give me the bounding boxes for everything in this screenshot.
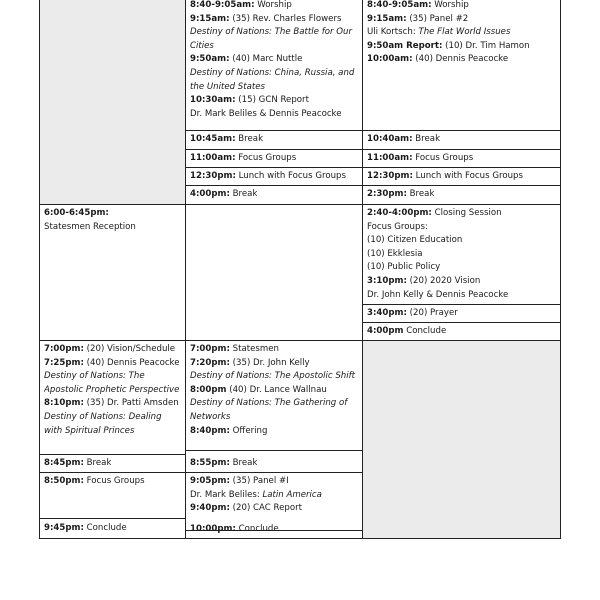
col2-break2-cell: 4:00pm: Break <box>190 189 258 199</box>
col2-focus-cell: 11:00am: Focus Groups <box>190 153 297 163</box>
schedule-line: 8:00pm (40) Dr. Lance Wallnau <box>190 384 327 395</box>
schedule-line: 2:40-4:00pm: Closing Session <box>367 208 502 218</box>
col3-break1-cell: 10:40am: Break <box>367 134 441 144</box>
plain-line: (10) Public Policy <box>367 262 441 273</box>
session-title: Destiny of Nations: Dealing <box>44 411 162 422</box>
session-title: Destiny of Nations: The Battle for Our <box>190 27 352 38</box>
col3-closing-cell <box>367 207 557 302</box>
schedule-line: 3:10pm: (20) 2020 Vision <box>367 275 481 286</box>
col1-evening-cell <box>44 343 184 438</box>
schedule-line: 9:15am: (35) Rev. Charles Flowers <box>190 13 342 24</box>
plain-line: Statesmen Reception <box>44 221 136 232</box>
session-title: Destiny of Nations: The Gathering of <box>190 398 348 409</box>
col1-break-cell: 8:45pm: Break <box>44 458 112 468</box>
speaker-line: Dr. Mark Beliles & Dennis Peacocke <box>190 108 342 119</box>
session-title: Networks <box>190 411 231 422</box>
schedule-line: 9:40pm: (20) CAC Report <box>190 503 302 514</box>
session-title: the United States <box>190 81 266 92</box>
col2-break3-cell: 8:55pm: Break <box>190 458 258 468</box>
empty-cell-col1-top <box>40 0 185 204</box>
empty-cell-col3-evening <box>363 341 560 538</box>
col1-conclude-cell: 9:45pm: Conclude <box>44 523 127 533</box>
session-title: with Spiritual Princes <box>44 425 135 436</box>
speaker-line: Dr. John Kelly & Dennis Peacocke <box>367 289 509 300</box>
col2-break1-cell: 10:45am: Break <box>190 134 264 144</box>
col2-panel-cell <box>190 475 360 516</box>
col2-conclude-cell: 10:00pm: Conclude <box>190 524 279 534</box>
schedule-line: 10:30am: (15) GCN Report <box>190 95 309 106</box>
schedule-table <box>39 0 561 539</box>
plain-line: (10) Citizen Education <box>367 235 463 246</box>
col3-lunch-cell: 12:30pm: Lunch with Focus Groups <box>367 171 523 181</box>
schedule-line: 6:00-6:45pm: <box>44 208 109 218</box>
col2-lunch-cell: 12:30pm: Lunch with Focus Groups <box>190 171 346 181</box>
col1-reception-cell <box>44 207 184 234</box>
col3-conclude-cell: 4:00pm Conclude <box>367 326 447 336</box>
schedule-line: 8:40-9:05am: Worship <box>190 0 292 10</box>
plain-line: Focus Groups: <box>367 221 428 232</box>
plain-line: (10) Ekklesia <box>367 248 423 259</box>
schedule-line: 8:40-9:05am: Worship <box>367 0 469 10</box>
col3-prayer-cell: 3:40pm: (20) Prayer <box>367 308 458 318</box>
schedule-line: 9:50am: (40) Marc Nuttle <box>190 54 303 65</box>
col3-focus-cell: 11:00am: Focus Groups <box>367 153 474 163</box>
col2-morning-cell <box>190 0 360 121</box>
session-title: Cities <box>190 40 214 51</box>
schedule-line: 9:05pm: (35) Panel #I <box>190 476 289 486</box>
schedule-line: 8:10pm: (35) Dr. Patti Amsden <box>44 398 179 409</box>
schedule-line: 10:00am: (40) Dennis Peacocke <box>367 54 509 65</box>
speaker-line: Dr. Mark Beliles: Latin America <box>190 489 322 500</box>
schedule-line: 8:40pm: Offering <box>190 425 268 436</box>
session-title: Destiny of Nations: The <box>44 371 145 382</box>
session-title: Destiny of Nations: China, Russia, and <box>190 67 355 78</box>
schedule-line: 7:20pm: (35) Dr. John Kelly <box>190 357 310 368</box>
col2-evening-cell <box>190 343 360 438</box>
schedule-line: 7:00pm: (20) Vision/Schedule <box>44 344 176 354</box>
speaker-line: Uli Kortsch: The Flat World Issues <box>367 27 511 38</box>
col1-focus-cell: 8:50pm: Focus Groups <box>44 476 145 486</box>
session-title: Apostolic Prophetic Perspective <box>44 384 180 395</box>
schedule-line: 9:50am Report: (10) Dr. Tim Hamon <box>367 40 530 51</box>
col3-morning-cell <box>367 0 557 67</box>
schedule-line: 7:00pm: Statesmen <box>190 344 279 354</box>
schedule-line: 7:25pm: (40) Dennis Peacocke <box>44 357 180 368</box>
col3-break2-cell: 2:30pm: Break <box>367 189 435 199</box>
schedule-line: 9:15am: (35) Panel #2 <box>367 13 469 24</box>
session-title: Destiny of Nations: The Apostolic Shift <box>190 371 356 382</box>
